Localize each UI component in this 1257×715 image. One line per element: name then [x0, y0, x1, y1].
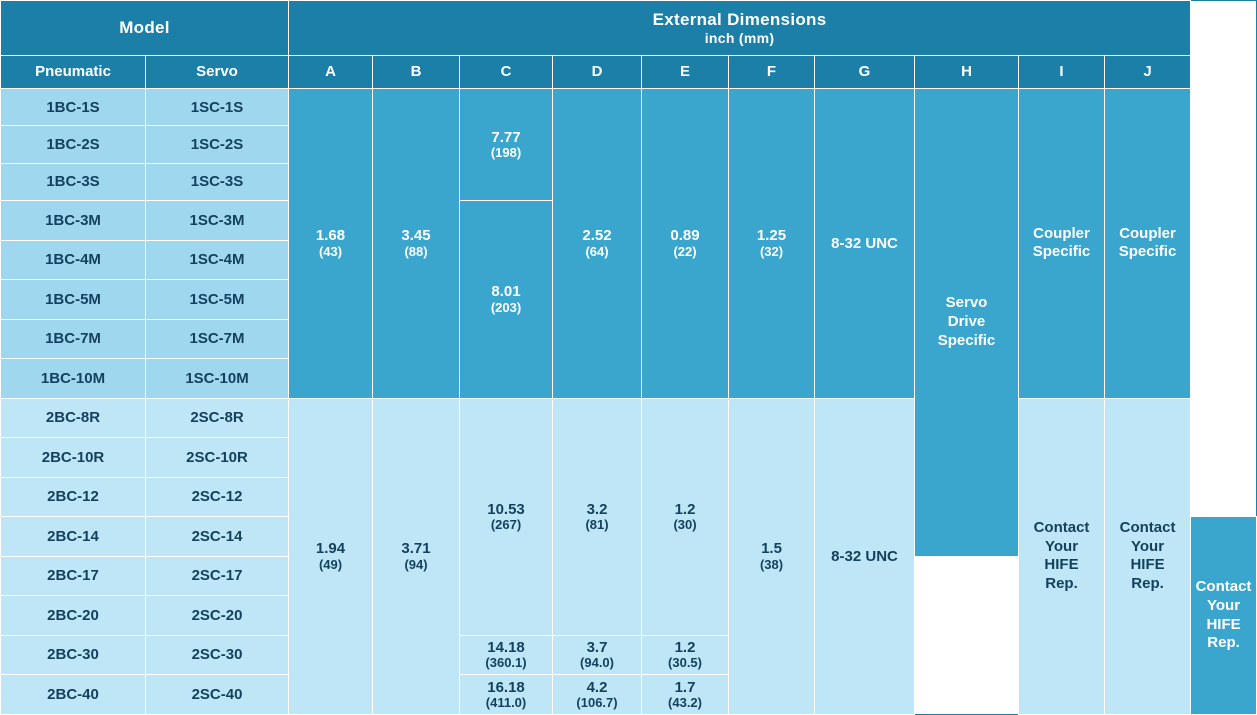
column-header-pneumatic: Pneumatic — [1, 56, 146, 89]
column-header-j: J — [1105, 56, 1191, 89]
value-e30-mm: (30.5) — [668, 655, 702, 671]
cell-dim-e-group2-main — [642, 398, 729, 635]
value-a-mm: (43) — [318, 243, 343, 259]
cell-dim-c-group1-bottom — [460, 201, 553, 399]
cell-dim-j-group2 — [1105, 398, 1191, 714]
cell-dim-i-group2 — [1019, 398, 1105, 714]
value-e-inch: 0.89 — [670, 227, 700, 245]
cell-pneumatic: 1BC-2S — [1, 126, 146, 163]
value-d-inch: 2.52 — [582, 227, 612, 245]
value-e2-mm: (30) — [673, 516, 697, 532]
value-a2-inch: 1.94 — [315, 540, 346, 558]
value-j-group2: Contact Your HIFE Rep. — [1119, 518, 1176, 593]
cell-dim-d-row30 — [553, 635, 642, 675]
table-row — [1, 89, 1257, 126]
cell-dim-i-group1 — [1019, 89, 1105, 399]
value-d30-mm: (94.0) — [580, 655, 614, 671]
column-header-i: I — [1019, 56, 1105, 89]
cell-pneumatic: 2BC-20 — [1, 596, 146, 636]
cell-dim-c-row40 — [460, 675, 553, 715]
cell-servo: 2SC-20 — [146, 596, 289, 636]
header-dimensions-units: inch (mm) — [704, 29, 775, 46]
cell-servo: 1SC-5M — [146, 280, 289, 320]
value-h-bottom: Contact Your HIFE Rep. — [1195, 578, 1252, 652]
value-e40-inch: 1.7 — [674, 678, 696, 696]
cell-dim-e-group1 — [642, 89, 729, 399]
cell-servo: 1SC-2S — [146, 126, 289, 163]
cell-servo: 1SC-1S — [146, 89, 289, 126]
value-a-inch: 1.68 — [315, 227, 346, 245]
cell-dim-g-group1: 8-32 UNC — [815, 89, 915, 399]
cell-dim-d-group1 — [553, 89, 642, 399]
value-f-mm: (32) — [759, 243, 784, 259]
cell-dim-c-group2-main — [460, 398, 553, 635]
column-header-d: D — [553, 56, 642, 89]
cell-pneumatic: 1BC-3S — [1, 163, 146, 200]
cell-dim-a-group1 — [289, 89, 373, 399]
cell-dim-b-group2 — [373, 398, 460, 714]
value-d2-inch: 3.2 — [586, 500, 608, 518]
cell-pneumatic: 2BC-17 — [1, 556, 146, 596]
cell-servo: 1SC-7M — [146, 319, 289, 359]
cell-pneumatic: 2BC-30 — [1, 635, 146, 675]
cell-pneumatic: 1BC-10M — [1, 359, 146, 399]
cell-dim-f-group1 — [729, 89, 815, 399]
value-a2-mm: (49) — [318, 556, 343, 572]
table-row — [1, 398, 1257, 438]
value-c-bottom-mm: (203) — [490, 299, 522, 315]
value-c2-mm: (267) — [490, 516, 522, 532]
header-dimensions-title: External Dimensions — [652, 10, 827, 30]
cell-dim-h-bottom — [1191, 517, 1257, 715]
value-f-inch: 1.25 — [756, 227, 787, 245]
cell-dim-h-top — [915, 89, 1019, 557]
value-c-top-mm: (198) — [490, 144, 522, 160]
value-e-mm: (22) — [673, 243, 697, 259]
cell-pneumatic: 1BC-5M — [1, 280, 146, 320]
column-header-h: H — [915, 56, 1019, 89]
value-d-mm: (64) — [585, 243, 609, 259]
value-d2-mm: (81) — [585, 516, 609, 532]
value-d30-inch: 3.7 — [586, 638, 608, 656]
value-e30-inch: 1.2 — [674, 638, 696, 656]
cell-dim-a-group2 — [289, 398, 373, 714]
cell-dim-e-row30 — [642, 635, 729, 675]
cell-dim-d-row40 — [553, 675, 642, 715]
value-b2-mm: (94) — [404, 556, 428, 572]
value-c40-mm: (411.0) — [485, 694, 527, 710]
value-d40-mm: (106.7) — [576, 694, 618, 710]
value-i-group2: Contact Your HIFE Rep. — [1033, 518, 1090, 593]
cell-dim-c-row30 — [460, 635, 553, 675]
cell-dim-f-group2 — [729, 398, 815, 714]
cell-pneumatic: 2BC-8R — [1, 398, 146, 438]
cell-pneumatic: 1BC-3M — [1, 201, 146, 241]
header-model-group: Model — [1, 1, 289, 56]
column-header-b: B — [373, 56, 460, 89]
cell-dim-d-group2-main — [553, 398, 642, 635]
cell-pneumatic: 2BC-14 — [1, 517, 146, 557]
value-h-top: Servo Drive Specific — [937, 294, 996, 349]
cell-servo: 2SC-40 — [146, 675, 289, 715]
value-j-group1: Coupler Specific — [1118, 224, 1177, 261]
cell-pneumatic: 2BC-40 — [1, 675, 146, 715]
value-c30-mm: (360.1) — [485, 655, 527, 671]
cell-servo: 1SC-3M — [146, 201, 289, 241]
cell-servo: 2SC-17 — [146, 556, 289, 596]
value-d40-inch: 4.2 — [586, 678, 608, 696]
value-c40-inch: 16.18 — [487, 678, 525, 696]
cell-pneumatic: 1BC-7M — [1, 319, 146, 359]
cell-servo: 1SC-10M — [146, 359, 289, 399]
value-c2-inch: 10.53 — [487, 500, 525, 518]
value-e2-inch: 1.2 — [674, 500, 696, 518]
value-c-bottom-inch: 8.01 — [491, 283, 521, 301]
value-f2-mm: (38) — [759, 556, 784, 572]
value-f2-inch: 1.5 — [761, 540, 782, 558]
value-c-top-inch: 7.77 — [491, 128, 521, 146]
cell-servo: 1SC-3S — [146, 163, 289, 200]
cell-servo: 2SC-8R — [146, 398, 289, 438]
cell-dim-e-row40 — [642, 675, 729, 715]
column-header-a: A — [289, 56, 373, 89]
cell-pneumatic: 2BC-10R — [1, 438, 146, 478]
cell-servo: 1SC-4M — [146, 240, 289, 280]
cell-servo: 2SC-12 — [146, 477, 289, 517]
value-b-inch: 3.45 — [401, 227, 431, 245]
value-c30-inch: 14.18 — [487, 638, 525, 656]
column-header-c: C — [460, 56, 553, 89]
value-e40-mm: (43.2) — [668, 694, 702, 710]
column-header-e: E — [642, 56, 729, 89]
cell-dim-c-group1-top — [460, 89, 553, 201]
cell-pneumatic: 1BC-1S — [1, 89, 146, 126]
cell-dim-b-group1 — [373, 89, 460, 399]
column-header-f: F — [729, 56, 815, 89]
value-i-group1: Coupler Specific — [1032, 224, 1091, 261]
cell-dim-j-group1 — [1105, 89, 1191, 399]
column-header-g: G — [815, 56, 915, 89]
cell-servo: 2SC-30 — [146, 635, 289, 675]
cell-dim-g-group2: 8-32 UNC — [815, 398, 915, 714]
value-b-mm: (88) — [404, 243, 428, 259]
value-b2-inch: 3.71 — [401, 540, 431, 558]
cell-servo: 2SC-14 — [146, 517, 289, 557]
column-header-servo: Servo — [146, 56, 289, 89]
cell-servo: 2SC-10R — [146, 438, 289, 478]
cell-pneumatic: 2BC-12 — [1, 477, 146, 517]
cell-pneumatic: 1BC-4M — [1, 240, 146, 280]
header-dimensions-group — [289, 1, 1191, 56]
